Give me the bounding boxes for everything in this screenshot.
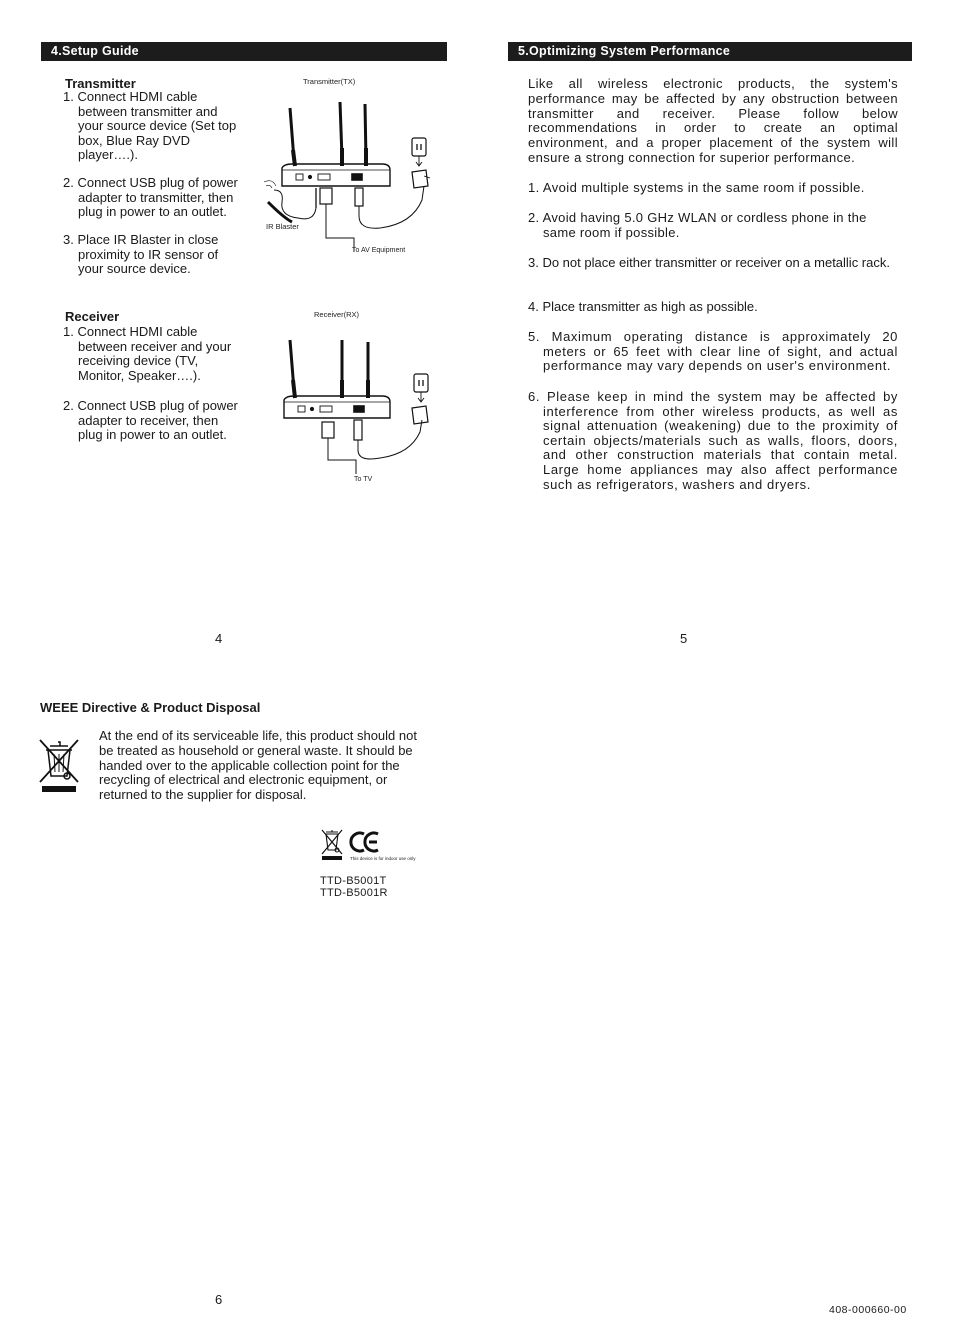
- transmitter-step-3: [63, 233, 263, 277]
- receiver-step-2-line: adapter to receiver, then: [78, 412, 219, 428]
- weee-text: At the end of its serviceable life, this product should not be treated as household or general waste. It should be handed over to the applicable collection point for the recycling of electrical and electronic equipment, or returned to the supplier for disposal.: [99, 728, 417, 803]
- optimizing-item-text: 5. Maximum operating distance is approximately 20 meters or 65 feet with clear line of sight, and actual performance may vary depends on user's environment.: [528, 329, 898, 374]
- receiver-diagram-label: Receiver(RX): [314, 310, 360, 319]
- transmitter-step-3-line: 3. Place IR Blaster in close: [63, 232, 219, 247]
- model-number: TTD-B5001T: [320, 875, 387, 887]
- transmitter-step-1-line: box, Blue Ray DVD: [78, 132, 190, 148]
- ce-mark-icon: [351, 833, 378, 851]
- page-number-6: 6: [215, 1292, 223, 1307]
- transmitter-step-2: [63, 176, 263, 220]
- weee-bin-icon: [38, 738, 82, 796]
- model-number: TTD-B5001R: [320, 887, 388, 899]
- optimizing-item-6: [528, 390, 898, 492]
- optimizing-item-text: 3. Do not place either transmitter or receiver on a metallic rack.: [528, 255, 890, 270]
- receiver-step-1-line: Monitor, Speaker….).: [78, 367, 201, 383]
- optimizing-item-text: 4. Place transmitter as high as possible.: [528, 299, 758, 314]
- transmitter-step-1-line: between transmitter and: [78, 103, 218, 119]
- transmitter-diagram: [262, 90, 452, 260]
- document-code: 408-000660-00: [829, 1304, 907, 1316]
- receiver-step-2-line: 2. Connect USB plug of power: [63, 398, 238, 413]
- page-number-5: 5: [680, 631, 688, 646]
- optimizing-item-2: [528, 211, 898, 240]
- page-number-4: 4: [215, 631, 223, 646]
- transmitter-step-1-line: your source device (Set top: [78, 118, 237, 134]
- optimizing-item-text: 2. Avoid having 5.0 GHz WLAN or cordless phone in the same room if possible.: [528, 210, 867, 240]
- receiver-diagram: [270, 322, 450, 482]
- transmitter-diagram-label: Transmitter(TX): [303, 77, 356, 86]
- optimizing-item-5: [528, 330, 898, 374]
- transmitter-step-2-line: adapter to transmitter, then: [78, 189, 234, 205]
- transmitter-step-2-line: plug in power to an outlet.: [78, 204, 227, 220]
- av-equipment-label: To AV Equipment: [352, 247, 406, 254]
- transmitter-step-1: [63, 90, 263, 163]
- optimizing-item-1: [528, 181, 900, 196]
- optimizing-item-3: [528, 256, 898, 271]
- weee-title: WEEE Directive & Product Disposal: [40, 700, 261, 715]
- transmitter-step-2-line: 2. Connect USB plug of power: [63, 175, 238, 190]
- to-tv-label: To TV: [354, 476, 373, 483]
- receiver-step-2: [63, 399, 263, 443]
- optimizing-item-text: 1. Avoid multiple systems in the same room if possible.: [528, 180, 865, 195]
- receiver-step-1: [63, 325, 263, 383]
- optimizing-item-text: 6. Please keep in mind the system may be affected by interference from other wireless products, as well as signal attenuation (weakening) due to the proximity of certain objects/materials such as walls, floors, doors, and other construction materials that contain metal. Large home appliances may also affect performance such as refrigerators, washers and dryers.: [528, 389, 898, 492]
- optimizing-header: 5.Optimizing System Performance: [508, 42, 912, 61]
- receiver-step-2-line: plug in power to an outlet.: [78, 427, 227, 443]
- transmitter-heading: Transmitter: [65, 76, 136, 91]
- receiver-step-1-line: receiving device (TV,: [78, 353, 199, 369]
- transmitter-step-1-line: player….).: [78, 147, 138, 163]
- transmitter-step-3-line: proximity to IR sensor of: [78, 246, 219, 262]
- receiver-step-1-line: between receiver and your: [78, 338, 232, 354]
- transmitter-step-3-line: your source device.: [78, 261, 191, 277]
- indoor-use-note: This device is for indoor use only: [350, 856, 416, 861]
- receiver-step-1-line: 1. Connect HDMI cable: [63, 324, 198, 339]
- receiver-heading: Receiver: [65, 309, 120, 324]
- transmitter-step-1-line: 1. Connect HDMI cable: [63, 89, 198, 104]
- optimizing-item-4: [528, 300, 898, 315]
- setup-guide-header: 4.Setup Guide: [41, 42, 447, 61]
- optimizing-intro: Like all wireless electronic products, the system's performance may be affected by any obstruction between transmitter and receiver. Please follow below recommendations in order to create an optimal environment, and a proper placement of the system will ensure a strong connection for superior performance.: [528, 76, 898, 165]
- ir-blaster-label: IR Blaster: [266, 222, 299, 231]
